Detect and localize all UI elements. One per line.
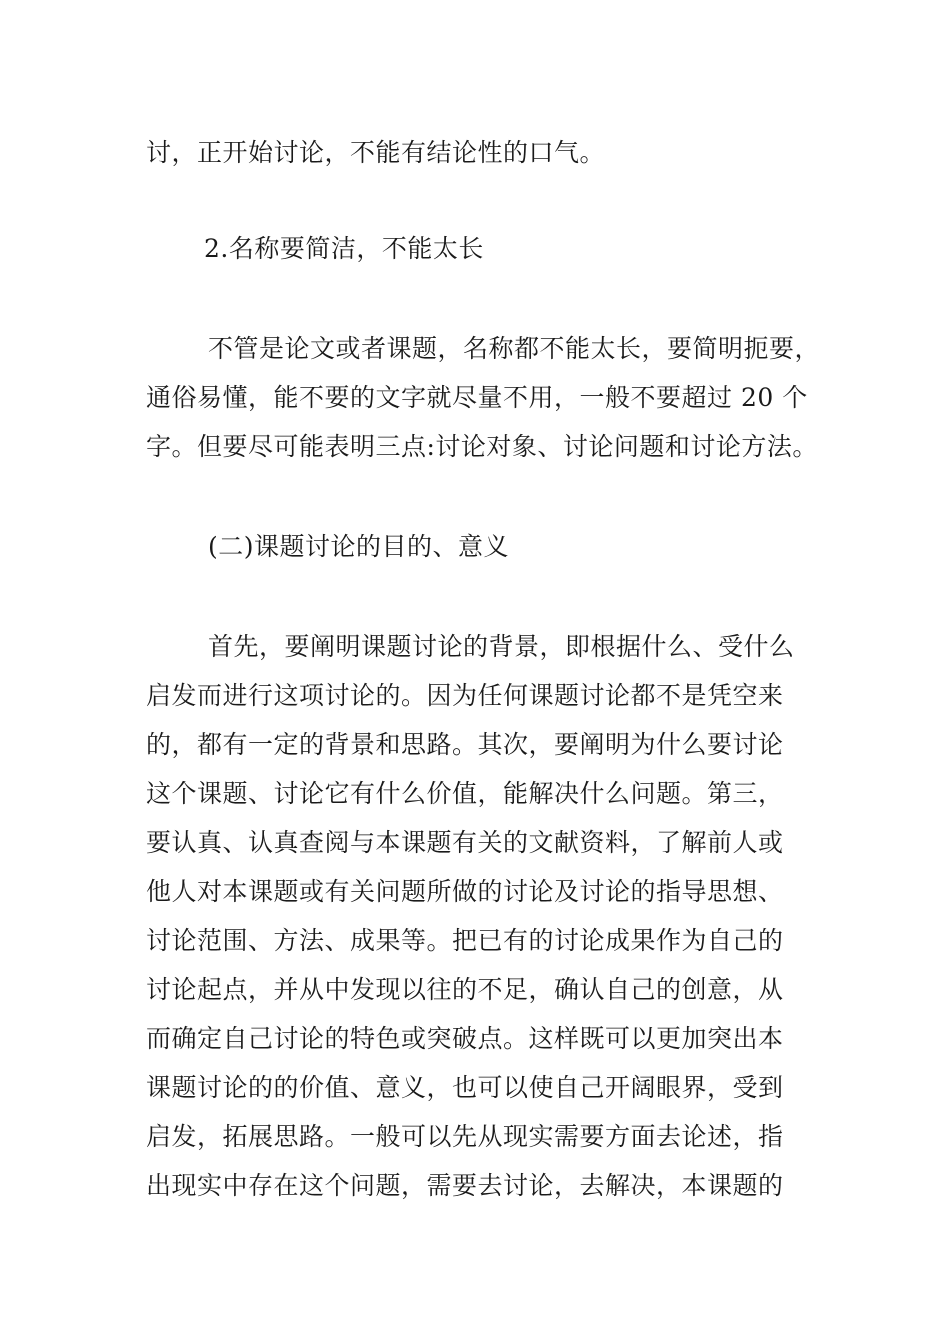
paragraph-line: 这个课题、讨论它有什么价值，能解决什么问题。第三， — [146, 779, 784, 808]
paragraph-line: 讨论起点，并从中发现以往的不足，确认自己的创意，从 — [146, 975, 784, 1004]
paragraph-line: 的，都有一定的背景和思路。其次，要阐明为什么要讨论 — [146, 730, 784, 759]
paragraph-line: 而确定自己讨论的特色或突破点。这样既可以更加突出本 — [146, 1024, 784, 1053]
paragraph-line: 他人对本课题或有关问题所做的讨论及讨论的指导思想、 — [146, 877, 784, 906]
paragraph-line: 启发而进行这项讨论的。因为任何课题讨论都不是凭空来 — [146, 681, 784, 710]
paragraph-line: 字。但要尽可能表明三点:讨论对象、讨论问题和讨论方法。 — [146, 432, 818, 461]
paragraph-line: 启发，拓展思路。一般可以先从现实需要方面去论述，指 — [146, 1122, 784, 1151]
paragraph-line: 课题讨论的的价值、意义，也可以使自己开阔眼界，受到 — [146, 1073, 784, 1102]
paragraph-line: 通俗易懂，能不要的文字就尽量不用，一般不要超过 20 个 — [146, 383, 808, 412]
section-heading: (二)课题讨论的目的、意义 — [208, 532, 510, 561]
paragraph-line: 讨，正开始讨论，不能有结论性的口气。 — [146, 138, 606, 167]
paragraph-line: 讨论范围、方法、成果等。把已有的讨论成果作为自己的 — [146, 926, 784, 955]
section-heading: 2.名称要简洁，不能太长 — [204, 234, 484, 263]
paragraph-line: 出现实中存在这个问题，需要去讨论，去解决，本课题的 — [146, 1171, 784, 1200]
paragraph-line: 首先，要阐明课题讨论的背景，即根据什么、受什么 — [208, 632, 795, 661]
paragraph-line: 要认真、认真查阅与本课题有关的文献资料，了解前人或 — [146, 828, 784, 857]
paragraph-line: 不管是论文或者课题，名称都不能太长，要简明扼要， — [208, 334, 821, 363]
